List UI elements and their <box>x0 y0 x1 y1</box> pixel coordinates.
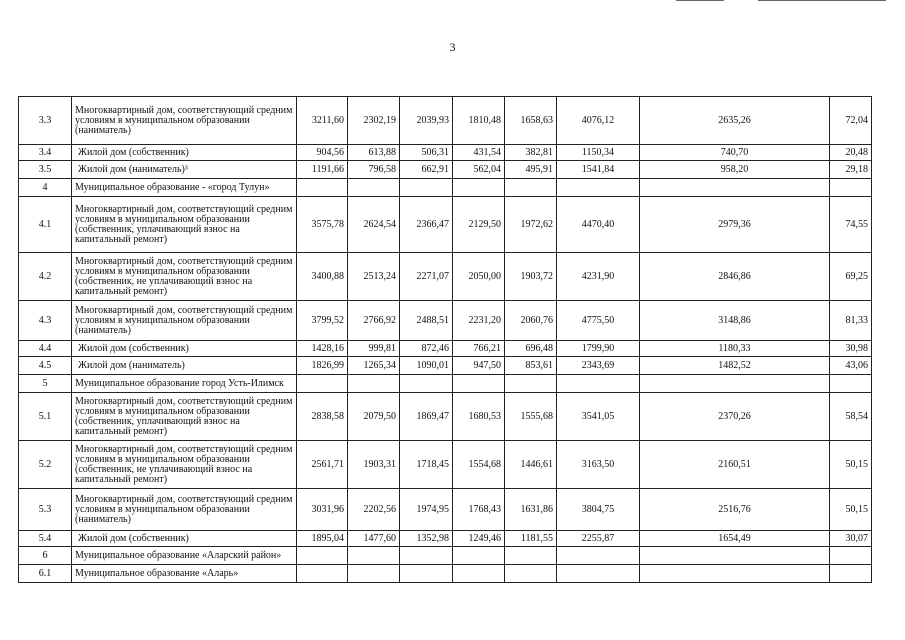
value-cell-7: 958,20 <box>640 161 830 179</box>
value-cell-4: 1768,43 <box>453 489 505 531</box>
value-cell-7 <box>640 565 830 583</box>
table-row <box>19 161 872 179</box>
row-description: Муниципальное образование - «город Тулун» <box>72 179 297 197</box>
value-cell-8: 29,18 <box>830 161 872 179</box>
value-cell-6: 3804,75 <box>557 489 640 531</box>
value-cell-8 <box>830 179 872 197</box>
value-cell-3: 1352,98 <box>400 531 453 547</box>
row-number: 6 <box>19 547 72 565</box>
value-cell-7 <box>640 179 830 197</box>
value-cell-7: 2160,51 <box>640 441 830 489</box>
value-cell-2: 2202,56 <box>348 489 400 531</box>
table-row <box>19 301 872 341</box>
value-cell-8: 72,04 <box>830 97 872 145</box>
value-cell-3: 506,31 <box>400 145 453 161</box>
table-row <box>19 531 872 547</box>
row-description: Муниципальное образование «Аларский район» <box>72 547 297 565</box>
value-cell-7 <box>640 547 830 565</box>
value-cell-8: 30,07 <box>830 531 872 547</box>
value-cell-5: 696,48 <box>505 341 557 357</box>
value-cell-3: 1090,01 <box>400 357 453 375</box>
row-description: Жилой дом (наниматель)³ <box>72 161 297 179</box>
value-cell-1: 3575,78 <box>297 197 348 253</box>
value-cell-4: 1249,46 <box>453 531 505 547</box>
value-cell-8: 50,15 <box>830 441 872 489</box>
table-row <box>19 357 872 375</box>
table-row <box>19 565 872 583</box>
value-cell-2: 2513,24 <box>348 253 400 301</box>
value-cell-7: 1180,33 <box>640 341 830 357</box>
row-description: Жилой дом (наниматель) <box>72 357 297 375</box>
row-number: 4.5 <box>19 357 72 375</box>
value-cell-4: 2129,50 <box>453 197 505 253</box>
value-cell-5: 1555,68 <box>505 393 557 441</box>
value-cell-1 <box>297 547 348 565</box>
row-number: 3.4 <box>19 145 72 161</box>
row-number: 4.3 <box>19 301 72 341</box>
value-cell-4 <box>453 375 505 393</box>
value-cell-5: 495,91 <box>505 161 557 179</box>
value-cell-8 <box>830 375 872 393</box>
row-number: 3.5 <box>19 161 72 179</box>
value-cell-8: 81,33 <box>830 301 872 341</box>
value-cell-3: 872,46 <box>400 341 453 357</box>
value-cell-5: 1631,86 <box>505 489 557 531</box>
value-cell-7: 1482,52 <box>640 357 830 375</box>
row-number: 6.1 <box>19 565 72 583</box>
table-body <box>19 97 872 583</box>
value-cell-6: 4231,90 <box>557 253 640 301</box>
value-cell-7: 2979,36 <box>640 197 830 253</box>
value-cell-3: 2488,51 <box>400 301 453 341</box>
value-cell-2 <box>348 179 400 197</box>
value-cell-2: 2302,19 <box>348 97 400 145</box>
value-cell-3: 1718,45 <box>400 441 453 489</box>
value-cell-6 <box>557 547 640 565</box>
value-cell-1: 3031,96 <box>297 489 348 531</box>
value-cell-5: 382,81 <box>505 145 557 161</box>
row-description: Жилой дом (собственник) <box>72 531 297 547</box>
value-cell-2 <box>348 565 400 583</box>
value-cell-1: 3799,52 <box>297 301 348 341</box>
value-cell-3: 1974,95 <box>400 489 453 531</box>
value-cell-6 <box>557 375 640 393</box>
value-cell-5: 1658,63 <box>505 97 557 145</box>
row-number: 4.4 <box>19 341 72 357</box>
value-cell-6: 4470,40 <box>557 197 640 253</box>
row-number: 5.4 <box>19 531 72 547</box>
row-description: Многоквартирный дом, соответствующий средним условиям в муниципальном образовании (наниматель) <box>72 489 297 531</box>
row-number: 5 <box>19 375 72 393</box>
row-number: 5.1 <box>19 393 72 441</box>
value-cell-7: 2370,26 <box>640 393 830 441</box>
value-cell-5 <box>505 375 557 393</box>
row-number: 3.3 <box>19 97 72 145</box>
table-row <box>19 179 872 197</box>
row-description: Многоквартирный дом, соответствующий средним условиям в муниципальном образовании (собственник, не уплачивающий взнос на капитальный ремонт) <box>72 441 297 489</box>
row-description: Жилой дом (собственник) <box>72 341 297 357</box>
value-cell-2: 2079,50 <box>348 393 400 441</box>
value-cell-1: 904,56 <box>297 145 348 161</box>
value-cell-4: 766,21 <box>453 341 505 357</box>
value-cell-2 <box>348 547 400 565</box>
value-cell-5: 853,61 <box>505 357 557 375</box>
value-cell-3: 1869,47 <box>400 393 453 441</box>
value-cell-5 <box>505 547 557 565</box>
value-cell-3 <box>400 179 453 197</box>
row-description: Муниципальное образование «Аларь» <box>72 565 297 583</box>
row-description: Многоквартирный дом, соответствующий средним условиям в муниципальном образовании (наниматель) <box>72 301 297 341</box>
value-cell-8 <box>830 547 872 565</box>
value-cell-8: 30,98 <box>830 341 872 357</box>
table-row <box>19 375 872 393</box>
value-cell-5: 1181,55 <box>505 531 557 547</box>
row-description: Многоквартирный дом, соответствующий средним условиям в муниципальном образовании (наниматель) <box>72 97 297 145</box>
value-cell-2: 1477,60 <box>348 531 400 547</box>
value-cell-5: 2060,76 <box>505 301 557 341</box>
value-cell-3: 2271,07 <box>400 253 453 301</box>
value-cell-8: 20,48 <box>830 145 872 161</box>
row-description: Жилой дом (собственник) <box>72 145 297 161</box>
value-cell-2: 613,88 <box>348 145 400 161</box>
value-cell-5: 1446,61 <box>505 441 557 489</box>
value-cell-1: 3400,88 <box>297 253 348 301</box>
value-cell-5 <box>505 565 557 583</box>
value-cell-6: 1150,34 <box>557 145 640 161</box>
table-row <box>19 253 872 301</box>
value-cell-7 <box>640 375 830 393</box>
value-cell-4: 431,54 <box>453 145 505 161</box>
value-cell-1: 2561,71 <box>297 441 348 489</box>
value-cell-5: 1903,72 <box>505 253 557 301</box>
value-cell-1: 1895,04 <box>297 531 348 547</box>
value-cell-7: 3148,86 <box>640 301 830 341</box>
value-cell-6 <box>557 179 640 197</box>
row-number: 4 <box>19 179 72 197</box>
row-description: Многоквартирный дом, соответствующий средним условиям в муниципальном образовании (собственник, не уплачивающий взнос на капитальный ремонт) <box>72 253 297 301</box>
value-cell-3: 2039,93 <box>400 97 453 145</box>
value-cell-4: 2050,00 <box>453 253 505 301</box>
value-cell-5: 1972,62 <box>505 197 557 253</box>
value-cell-2: 1903,31 <box>348 441 400 489</box>
value-cell-1: 3211,60 <box>297 97 348 145</box>
top-rule-left <box>676 0 724 1</box>
value-cell-6: 1799,90 <box>557 341 640 357</box>
table-row <box>19 341 872 357</box>
value-cell-4 <box>453 179 505 197</box>
value-cell-7: 2516,76 <box>640 489 830 531</box>
row-number: 4.2 <box>19 253 72 301</box>
value-cell-2: 796,58 <box>348 161 400 179</box>
value-cell-4: 562,04 <box>453 161 505 179</box>
value-cell-3 <box>400 547 453 565</box>
value-cell-4: 2231,20 <box>453 301 505 341</box>
table-row <box>19 145 872 161</box>
value-cell-6: 3541,05 <box>557 393 640 441</box>
row-description: Многоквартирный дом, соответствующий средним условиям в муниципальном образовании (собственник, уплачивающий взнос на капитальный ремонт) <box>72 197 297 253</box>
row-number: 5.3 <box>19 489 72 531</box>
value-cell-1 <box>297 565 348 583</box>
value-cell-4: 1554,68 <box>453 441 505 489</box>
value-cell-1: 1826,99 <box>297 357 348 375</box>
value-cell-6: 4076,12 <box>557 97 640 145</box>
table-row <box>19 393 872 441</box>
tariff-table <box>18 96 872 583</box>
value-cell-6: 1541,84 <box>557 161 640 179</box>
value-cell-2: 1265,34 <box>348 357 400 375</box>
value-cell-4: 1810,48 <box>453 97 505 145</box>
table-row <box>19 489 872 531</box>
value-cell-2 <box>348 375 400 393</box>
table-row <box>19 97 872 145</box>
value-cell-7: 1654,49 <box>640 531 830 547</box>
value-cell-4 <box>453 547 505 565</box>
value-cell-7: 740,70 <box>640 145 830 161</box>
table-row <box>19 441 872 489</box>
value-cell-3 <box>400 375 453 393</box>
value-cell-6: 4775,50 <box>557 301 640 341</box>
value-cell-4: 1680,53 <box>453 393 505 441</box>
value-cell-8: 69,25 <box>830 253 872 301</box>
value-cell-6 <box>557 565 640 583</box>
value-cell-4 <box>453 565 505 583</box>
page-number: 3 <box>449 40 456 54</box>
value-cell-3 <box>400 565 453 583</box>
value-cell-8: 43,06 <box>830 357 872 375</box>
value-cell-1 <box>297 179 348 197</box>
value-cell-7: 2635,26 <box>640 97 830 145</box>
value-cell-8 <box>830 565 872 583</box>
top-rule-right <box>758 0 886 1</box>
value-cell-2: 2766,92 <box>348 301 400 341</box>
table-row <box>19 547 872 565</box>
value-cell-8: 58,54 <box>830 393 872 441</box>
row-description: Муниципальное образование город Усть-Илимск <box>72 375 297 393</box>
value-cell-6: 2255,87 <box>557 531 640 547</box>
value-cell-4: 947,50 <box>453 357 505 375</box>
value-cell-6: 2343,69 <box>557 357 640 375</box>
value-cell-6: 3163,50 <box>557 441 640 489</box>
value-cell-7: 2846,86 <box>640 253 830 301</box>
value-cell-3: 2366,47 <box>400 197 453 253</box>
row-number: 4.1 <box>19 197 72 253</box>
value-cell-3: 662,91 <box>400 161 453 179</box>
value-cell-8: 50,15 <box>830 489 872 531</box>
value-cell-8: 74,55 <box>830 197 872 253</box>
value-cell-2: 2624,54 <box>348 197 400 253</box>
value-cell-5 <box>505 179 557 197</box>
value-cell-1: 1191,66 <box>297 161 348 179</box>
table-row <box>19 197 872 253</box>
row-description: Многоквартирный дом, соответствующий средним условиям в муниципальном образовании (собственник, уплачивающий взнос на капитальный ремонт) <box>72 393 297 441</box>
value-cell-1 <box>297 375 348 393</box>
value-cell-1: 2838,58 <box>297 393 348 441</box>
row-number: 5.2 <box>19 441 72 489</box>
value-cell-1: 1428,16 <box>297 341 348 357</box>
value-cell-2: 999,81 <box>348 341 400 357</box>
